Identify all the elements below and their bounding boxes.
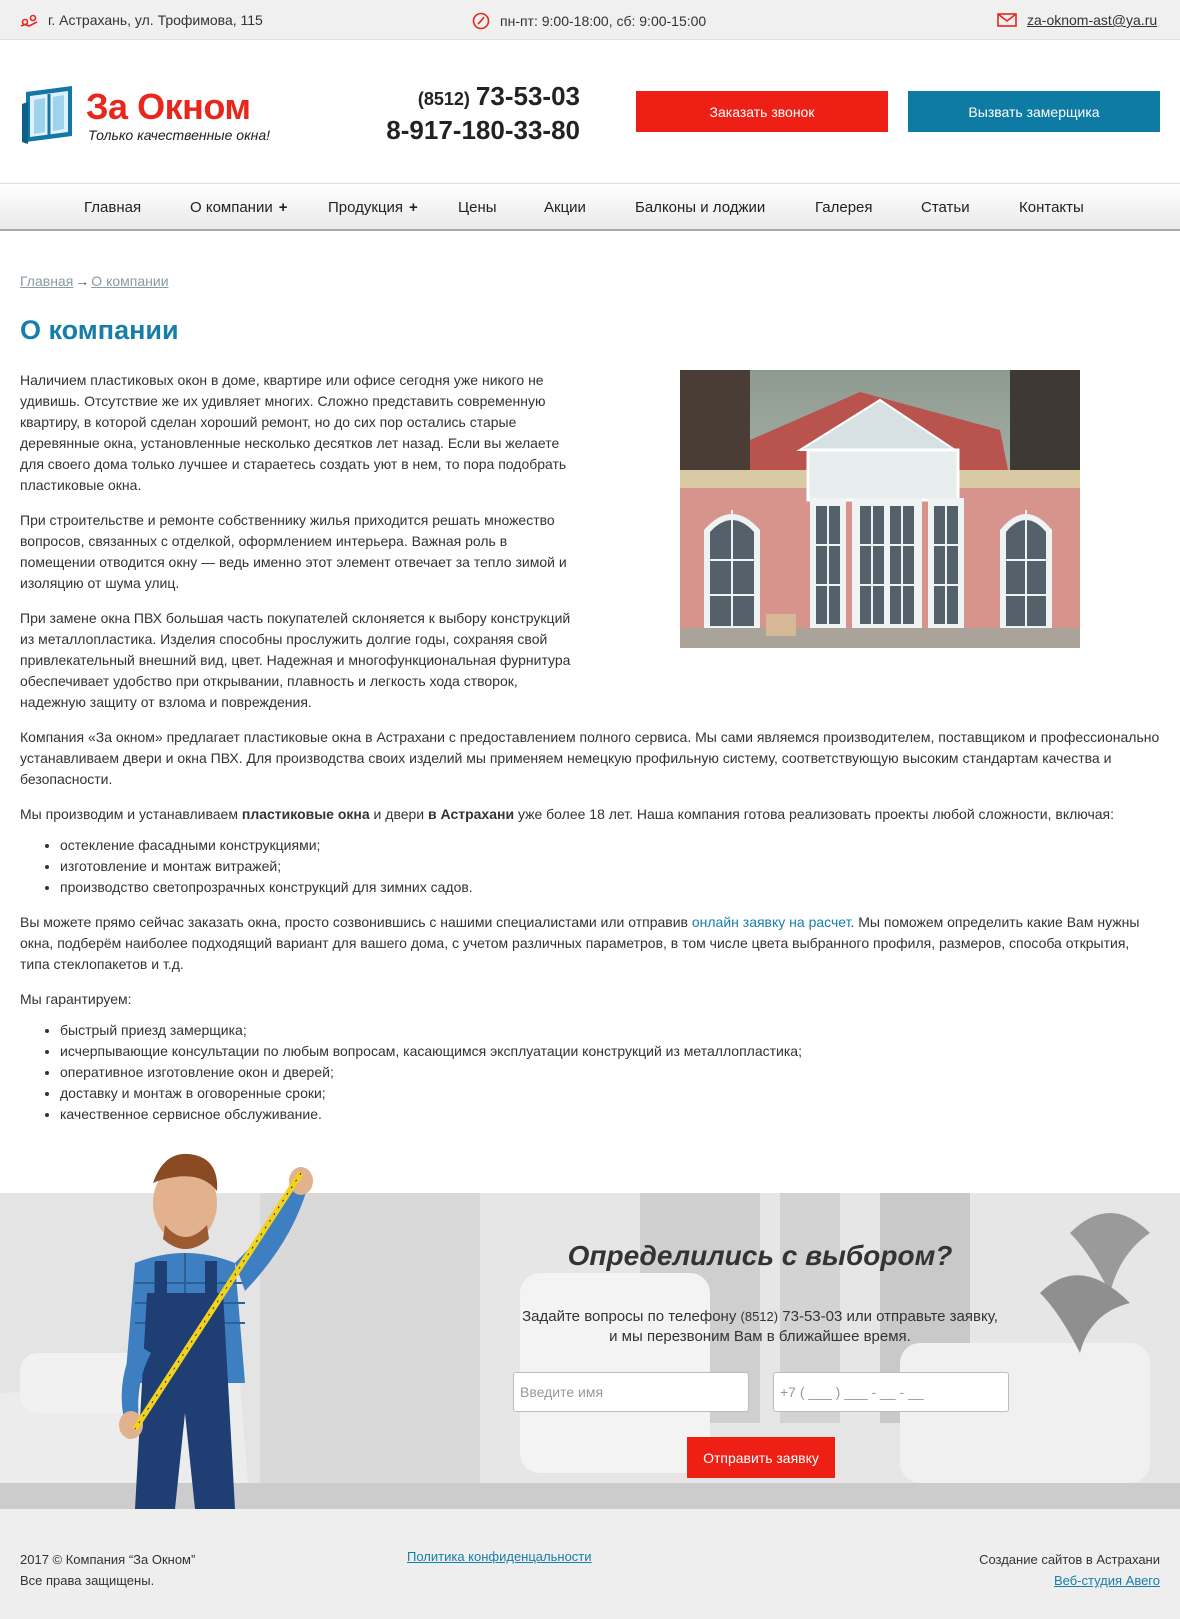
studio-link[interactable]: Веб-студия Авего	[1053, 1573, 1160, 1588]
list-item: • производство светопрозрачных конструкций для зимних садов.	[60, 877, 1160, 898]
cta-text: Задайте вопросы по телефону (8512) 73-53-03 или отправьте заявку, и мы перезвоним Вам в ближайшее время.	[522, 1308, 998, 1345]
window-logo-icon	[20, 84, 80, 144]
paragraph: Компания «За окном» предлагает пластиковые окна в Астрахани с предоставлением полного сервиса. Мы сами являемся производителем, поставщиком и профессионально устанавливаем двери и окна ПВХ. Для производства своих изделий мы применяем немецкую профильную систему, соответствующую высоким стандартам качества и безопасности.	[20, 729, 1160, 787]
call-measurer-button[interactable]: Вызвать замерщика	[908, 91, 1160, 132]
nav-item-balconies[interactable]: Балконы и лоджии	[635, 199, 766, 216]
clock-icon	[472, 12, 490, 30]
working-hours	[472, 12, 706, 30]
envelope-icon	[997, 12, 1017, 28]
list-item: • исчерпывающие консультации по любым вопросам, касающимся эксплуатации конструкций из металлопластика;	[60, 1041, 1160, 1062]
email-link[interactable]: za-oknom-ast@ya.ru	[1027, 12, 1158, 28]
nav-item-contacts[interactable]: Контакты	[1019, 199, 1084, 216]
worker-image	[95, 1143, 395, 1509]
email	[997, 12, 1157, 28]
list-item: • остекление фасадными конструкциями;	[60, 835, 1160, 856]
breadcrumb-current[interactable]: О компании	[91, 273, 169, 289]
nav-item-prices[interactable]: Цены	[458, 199, 497, 216]
breadcrumb-home[interactable]: Главная	[20, 273, 74, 289]
main-nav	[0, 183, 1180, 231]
logo-slogan: Только качественные окна!	[88, 127, 271, 143]
footer-privacy	[407, 1549, 592, 1564]
phone-code: (8512)	[417, 89, 470, 109]
phones	[330, 80, 580, 145]
paragraph: Мы гарантируем:	[20, 991, 132, 1007]
breadcrumb-arrow: →	[75, 273, 90, 289]
paragraph: Вы можете прямо сейчас заказать окна, просто созвонившись с нашими специалистами или отправив онлайн заявку на расчет. Мы поможем определить какие Вам нужны окна, подберём наиболее подходящий вариант для вашего дома, с учетом различных параметров, в том числе цвета выбранного профиля, размеров, способа открытия, типа стеклопакетов и т.д.	[20, 914, 1140, 972]
nav-item-home[interactable]: Главная	[84, 199, 142, 216]
services-list	[60, 835, 1160, 898]
address	[20, 12, 263, 28]
rights-text: Все права защищены.	[20, 1573, 155, 1588]
footer	[0, 1509, 1180, 1619]
name-input[interactable]	[513, 1372, 749, 1412]
nav-item-products[interactable]: Продукция +	[328, 199, 418, 216]
article-content	[20, 370, 1160, 1139]
online-request-link[interactable]: онлайн заявку на расчет	[691, 914, 851, 930]
header	[0, 40, 1180, 183]
hours-text: пн-пт: 9:00-18:00, сб: 9:00-15:00	[500, 13, 707, 29]
address-text: г. Астрахань, ул. Трофимова, 115	[48, 12, 263, 28]
paragraph: Мы производим и устанавливаем пластиковые окна и двери в Астрахани уже более 18 лет. Наша компания готова реализовать проекты любой сложности, включая:	[20, 806, 1115, 822]
phone-mobile[interactable]: 8-917-180-33-80	[386, 115, 580, 145]
plus-icon: +	[278, 199, 288, 216]
nav-item-promotions[interactable]: Акции	[544, 199, 586, 216]
list-item: • качественное сервисное обслуживание.	[60, 1104, 1160, 1125]
list-item: • оперативное изготовление окон и дверей;	[60, 1062, 1160, 1083]
map-marker-icon	[20, 12, 38, 28]
plus-icon: +	[409, 199, 418, 216]
nav-item-about[interactable]: О компании +	[190, 199, 288, 216]
nav-item-gallery[interactable]: Галерея	[815, 199, 873, 216]
phone-main[interactable]	[330, 80, 580, 115]
top-info-bar	[0, 0, 1180, 40]
nav-item-articles[interactable]: Статьи	[921, 199, 970, 216]
list-item: • быстрый приезд замерщика;	[60, 1020, 1160, 1041]
phone-input[interactable]	[773, 1372, 1009, 1412]
footer-copyright	[20, 1549, 195, 1591]
list-item: • изготовление и монтаж витражей;	[60, 856, 1160, 877]
logo-name: За Окном	[86, 86, 251, 127]
list-item: • доставку и монтаж в оговоренные сроки;	[60, 1083, 1160, 1104]
paragraph: Наличием пластиковых окон в доме, квартире или офисе сегодня уже никого не удивишь. Отсутствие же их удивляет многих. Сложно представить современную квартиру, в которой сделан хороший ремонт, но до сих пор остались старые деревянные окна, установленные несколько десятков лет назад. Если вы желаете для своего дома только лучшее и стараетесь создать уют в нем, то пора подобрать пластиковые окна.	[20, 372, 567, 493]
creation-text: Создание сайтов в Астрахани	[979, 1552, 1160, 1567]
guarantees-list	[60, 1020, 1160, 1125]
copyright-text: 2017 © Компания “За Окном”	[20, 1552, 196, 1567]
page-title: О компании	[20, 315, 179, 345]
footer-developer	[979, 1549, 1160, 1591]
logo[interactable]	[20, 84, 280, 144]
paragraph: При строительстве и ремонте собственнику жилья приходится решать множество вопросов, связанных с отделкой, оформлением интерьера. Важная роль в помещении отводится окну — ведь именно этот элемент отвечает за тепло зимой и изоляцию от шума улиц.	[20, 512, 567, 591]
send-request-button[interactable]: Отправить заявку	[687, 1437, 835, 1478]
privacy-policy-link[interactable]: Политика конфиденцальности	[407, 1549, 592, 1564]
breadcrumb	[20, 273, 169, 289]
bold-text: пластиковые окна	[241, 806, 370, 822]
bold-text: в Астрахани	[428, 806, 515, 822]
paragraph: При замене окна ПВХ большая часть покупателей склоняется к выбору конструкций из металлопластика. Изделия способны прослужить долгие годы, сохраняя свой привлекательный внешний вид, цвет. Надежная и многофункциональная фурнитура обеспечивает удобство при открывании, плавность и легкость хода створок, надежную защиту от взлома и повреждения.	[20, 610, 571, 710]
cta-title: Определились с выбором?	[567, 1240, 953, 1271]
order-call-button[interactable]: Заказать звонок	[636, 91, 888, 132]
phone-number: 73-53-03	[475, 81, 580, 111]
